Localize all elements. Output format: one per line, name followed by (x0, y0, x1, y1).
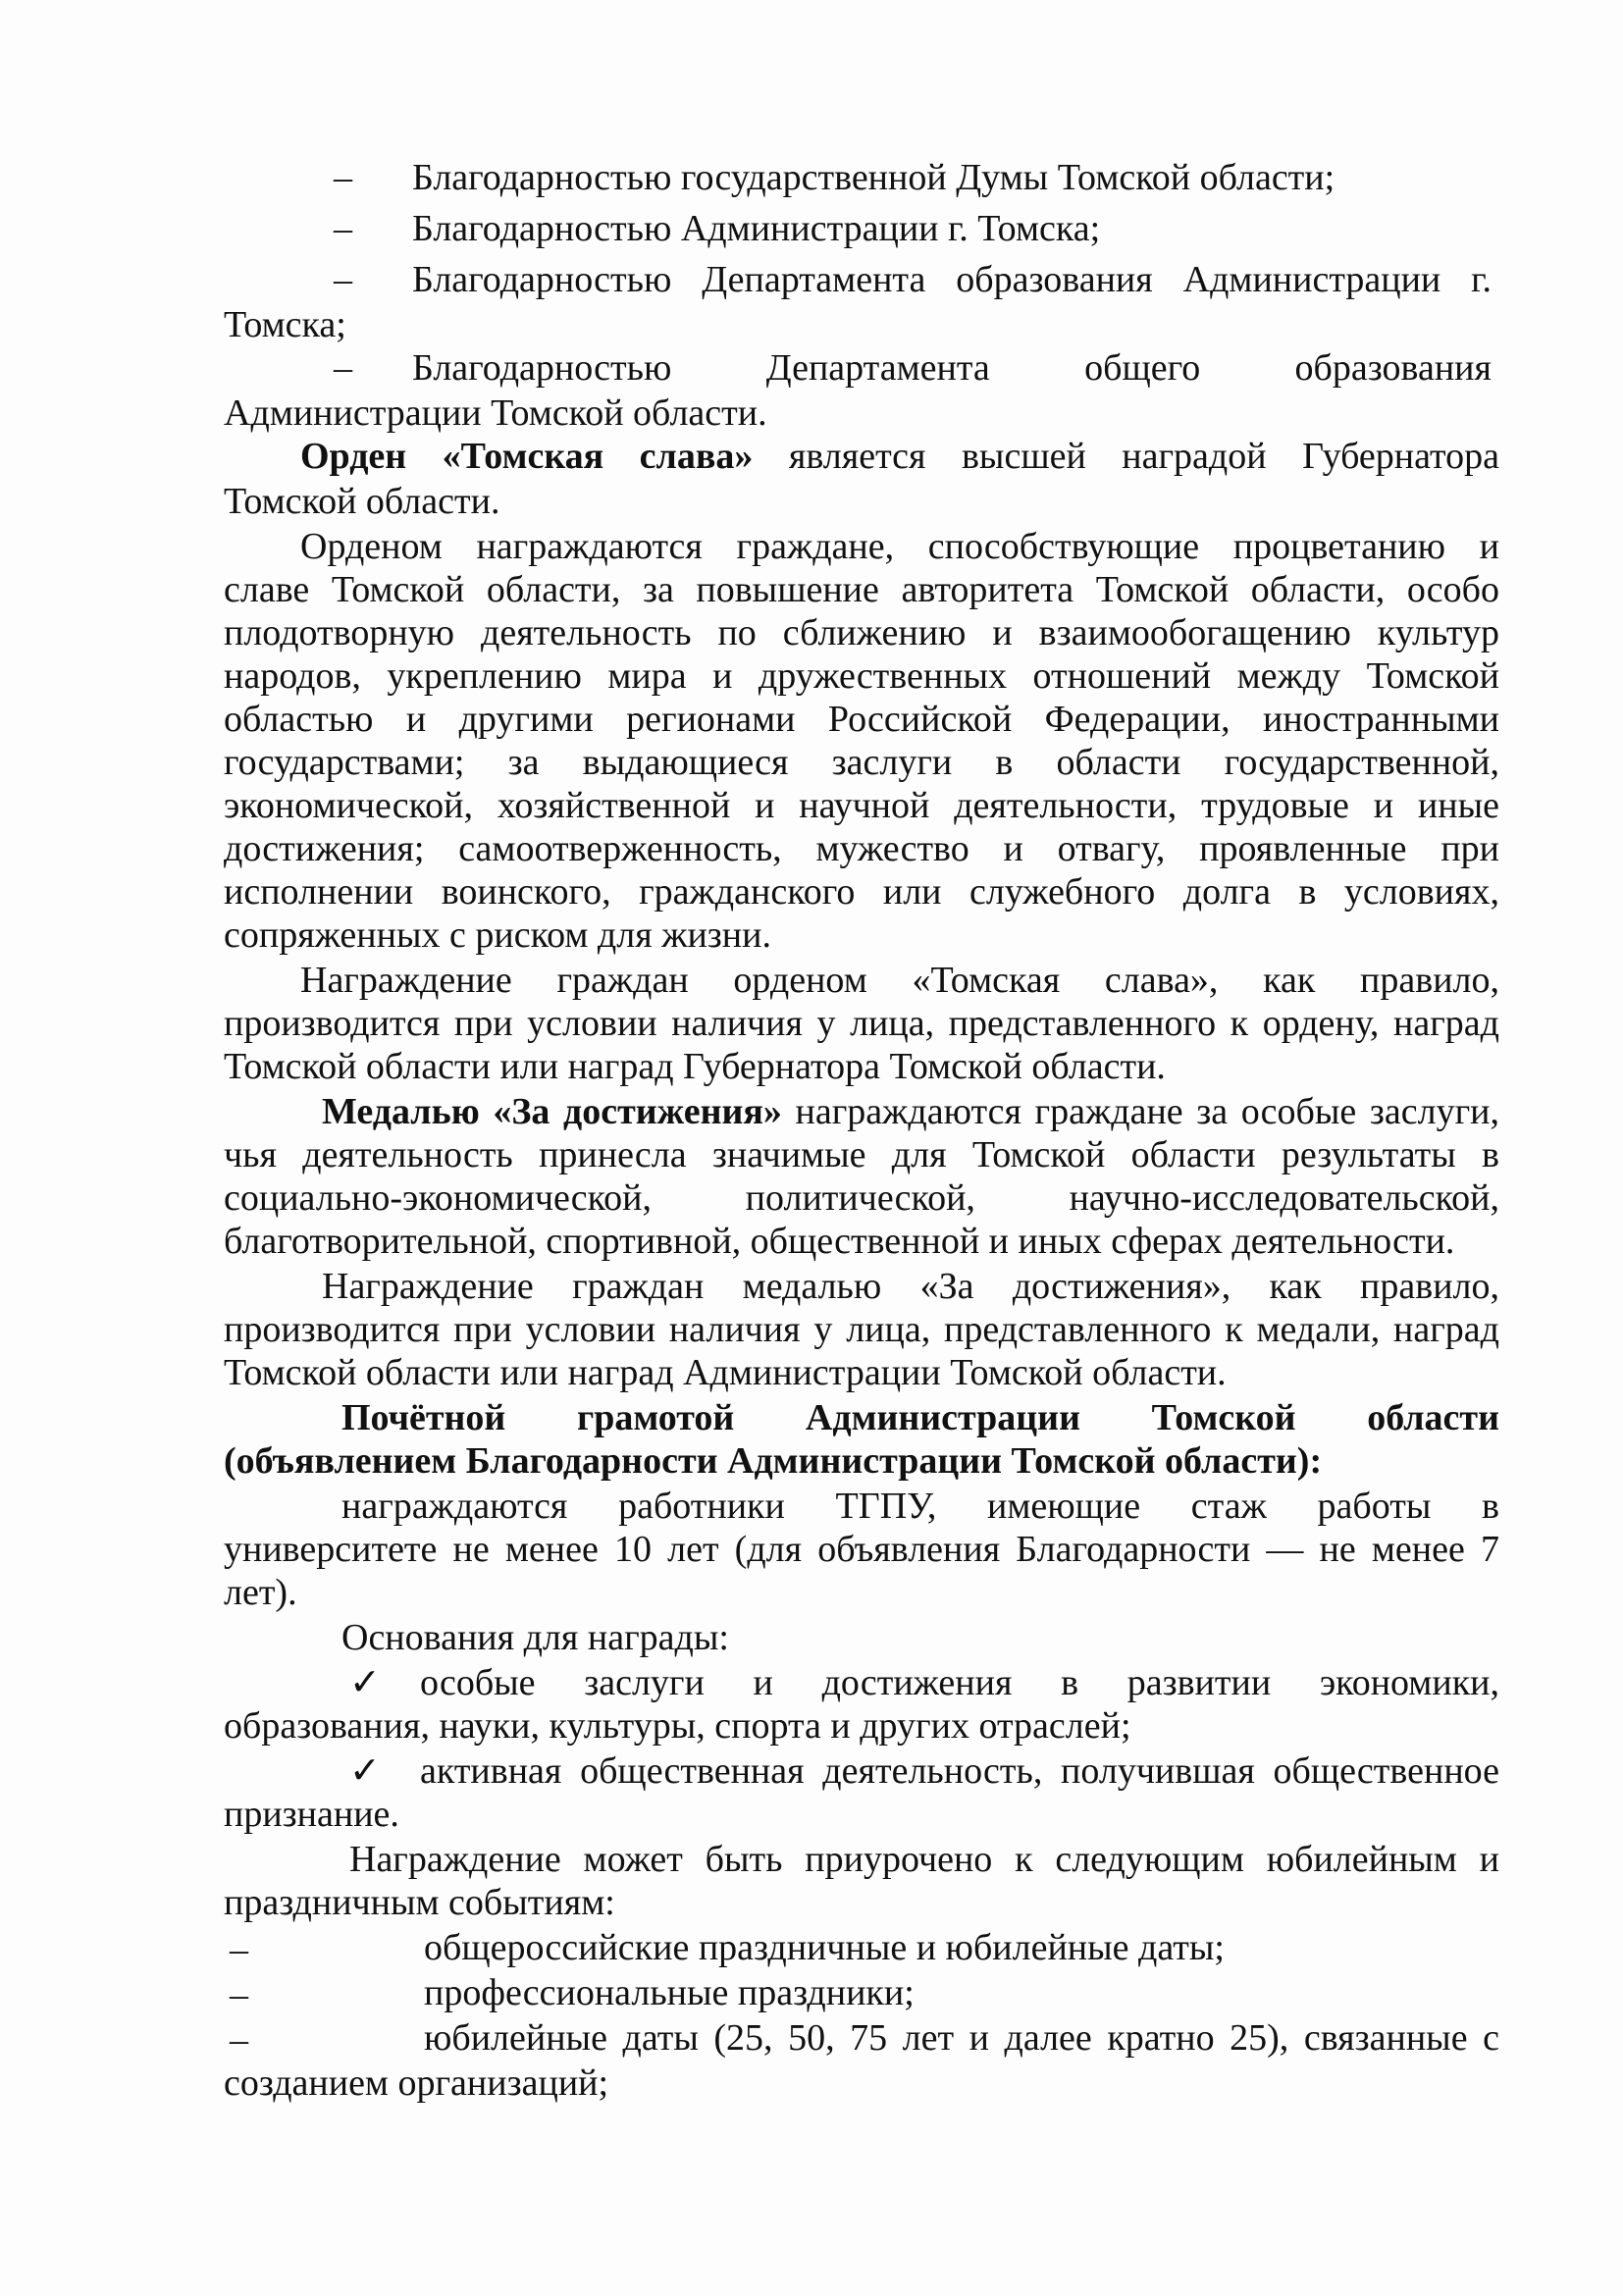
order-paragraph-line: экономической, хозяйственной и научной деятельности, трудовые и иные (224, 785, 1499, 826)
list-dash: – (334, 347, 352, 389)
medal-paragraph-line: чья деятельность принесла значимые для Томской области результаты в (224, 1134, 1499, 1175)
list-dash: – (334, 157, 352, 198)
order-paragraph-line: плодотворную деятельность по сближению и взаимообогащению культур (224, 612, 1499, 653)
list-dash: – (334, 259, 352, 300)
events-item: юбилейные даты (25, 50, 75 лет и далее кратно 25), связанные с (424, 2017, 1499, 2059)
order-paragraph-line: государствами; за выдающиеся заслуги в области государственной, (224, 742, 1499, 783)
grounds-title: Основания для награды: (341, 1617, 729, 1658)
medal-paragraph-line: производится при условии наличия у лица, представленного к медали, наград (224, 1309, 1499, 1350)
list-dash: – (334, 208, 352, 249)
medal-paragraph-line: социально-экономической, политической, научно-исследовательской, (224, 1177, 1499, 1219)
list-item-continuation: Администрации Томской области. (224, 392, 767, 434)
check-icon: ✓ (349, 1662, 381, 1703)
order-name: Орден «Томская слава» (300, 436, 754, 477)
medal-name: Медалью «За достижения» (322, 1091, 782, 1132)
list-dash: – (230, 1929, 248, 1970)
gramota-heading: (объявлением Благодарности Администрации Томской области): (224, 1440, 1323, 1482)
events-item: профессиональные праздники; (424, 1972, 915, 2013)
medal-paragraph-line: благотворительной, спортивной, общественной и иных сферах деятельности. (224, 1221, 1455, 1262)
events-intro-line: Награждение может быть приурочено к следующим юбилейным и (349, 1839, 1499, 1880)
gramota-paragraph-line: университете не менее 10 лет (для объявления Благодарности — не менее 7 (224, 1529, 1499, 1570)
list-item: Благодарностью Департамента образования Администрации г. (412, 259, 1492, 300)
list-dash: – (230, 1974, 248, 2015)
grounds-item: особые заслуги и достижения в развитии экономики, (420, 1662, 1499, 1703)
order-paragraph-line: славе Томской области, за повышение авторитета Томской области, особо (224, 569, 1499, 610)
medal-paragraph-line: Награждение граждан медалью «За достижения», как правило, (322, 1266, 1499, 1307)
list-item: Благодарностью государственной Думы Томской области; (412, 157, 1335, 198)
order-paragraph-line: достижения; самоотверженность, мужество и отвагу, проявленные при (224, 828, 1499, 869)
order-intro-line: Томской области. (224, 481, 500, 522)
order-paragraph-line: производится при условии наличия у лица, представленного к ордену, наград (224, 1003, 1499, 1044)
grounds-item-continuation: признание. (224, 1794, 399, 1835)
check-icon: ✓ (349, 1750, 381, 1792)
order-paragraph-line: исполнении воинского, гражданского или служебного долга в условиях, (224, 871, 1499, 913)
order-paragraph-line: областью и другими регионами Российской Федерации, иностранными (224, 699, 1499, 740)
medal-intro-line: Медалью «За достижения» награждаются граждане за особые заслуги, (322, 1091, 1499, 1132)
list-item-continuation: Томска; (224, 304, 346, 345)
gramota-paragraph-line: награждаются работники ТГПУ, имеющие стаж работы в (341, 1486, 1499, 1527)
list-item: Благодарностью Департамента общего образования (412, 347, 1492, 389)
order-paragraph-line: народов, укреплению мира и дружественных отношений между Томской (224, 655, 1499, 697)
gramota-heading: Почётной грамотой Администрации Томской области (341, 1397, 1499, 1438)
grounds-item-continuation: образования, науки, культуры, спорта и других отраслей; (224, 1705, 1131, 1747)
order-paragraph-line: Награждение граждан орденом «Томская слава», как правило, (300, 960, 1499, 1001)
grounds-item: активная общественная деятельность, получившая общественное (420, 1750, 1499, 1792)
events-item-continuation: созданием организаций; (224, 2062, 609, 2104)
events-item: общероссийские праздничные и юбилейные даты; (424, 1927, 1225, 1968)
order-paragraph-line: сопряженных с риском для жизни. (224, 914, 771, 956)
medal-paragraph-line: Томской области или наград Администрации Томской области. (224, 1352, 1227, 1393)
order-intro-line: Орден «Томская слава» является высшей наградой Губернатора (300, 436, 1499, 477)
list-dash: – (230, 2019, 248, 2061)
events-intro-line: праздничным событиям: (224, 1882, 615, 1923)
list-item: Благодарностью Администрации г. Томска; (412, 208, 1101, 249)
order-paragraph-line: Орденом награждаются граждане, способствующие процветанию и (300, 526, 1499, 567)
order-paragraph-line: Томской области или наград Губернатора Томской области. (224, 1046, 1166, 1087)
gramota-paragraph-line: лет). (224, 1572, 297, 1613)
